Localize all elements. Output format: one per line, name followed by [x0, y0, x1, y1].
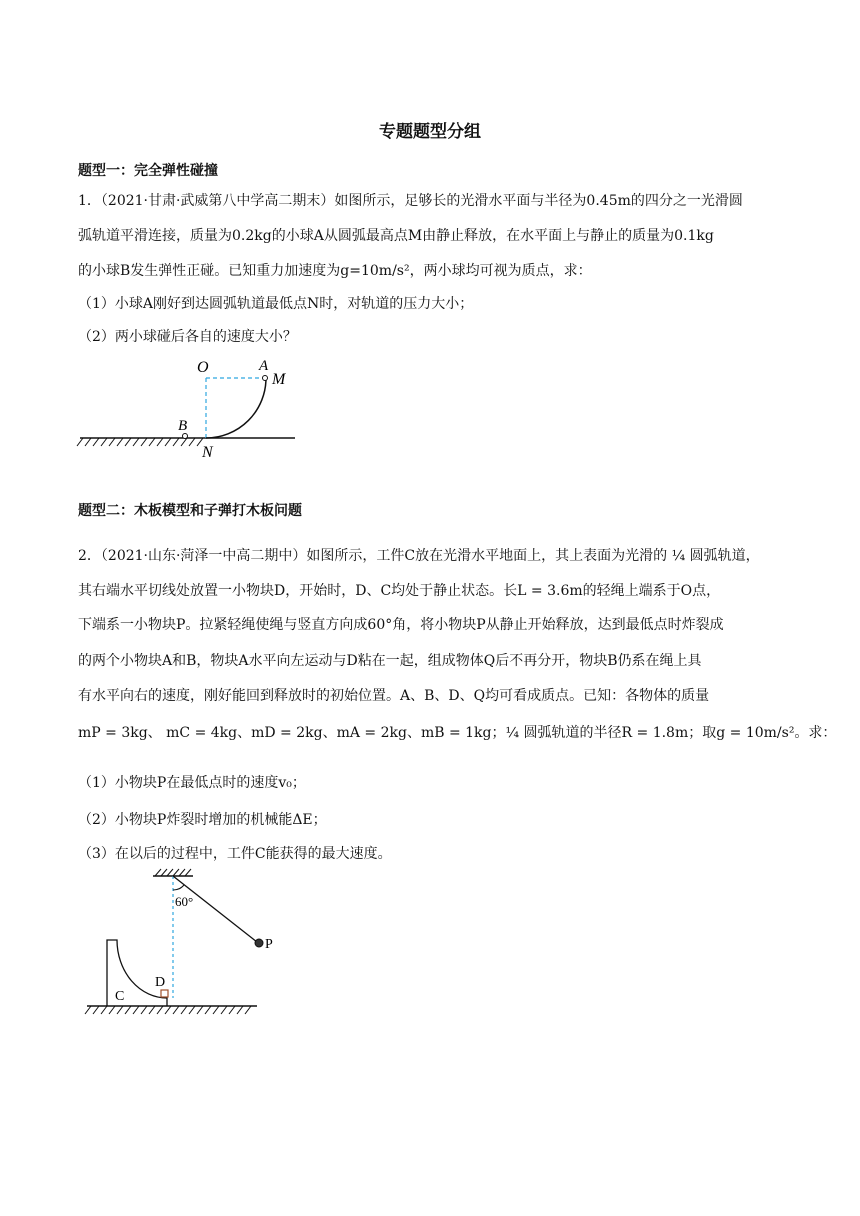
section-heading-1: 题型一：完全弹性碰撞 [78, 163, 218, 179]
problem1-question-1: （1）小球A刚好到达圆弧轨道最低点N时，对轨道的压力大小； [78, 296, 474, 312]
problem1-question-2: （2）两小球碰后各自的速度大小？ [78, 329, 297, 345]
ball-b-icon [183, 434, 188, 439]
label-a: A [259, 358, 269, 374]
problem2-question-1: （1）小物块P在最低点时的速度v₀； [78, 775, 306, 791]
label-n: N [202, 444, 213, 461]
label-d: D [155, 975, 166, 990]
label-p: P [265, 937, 273, 952]
label-b: B [178, 418, 188, 434]
block-d-icon [161, 990, 168, 997]
figure-arc-track [75, 350, 315, 465]
problem1-line-2: 弧轨道平滑连接，质量为0.2kg的小球A从圆弧最高点M由静止释放，在水平面上与静止的质量为0.1kg [78, 228, 714, 244]
ball-p-icon [255, 939, 263, 947]
problem2-line-1: 2．（2021·山东·菏泽一中高二期中）如图所示，工件C放在光滑水平地面上，其上表面为光滑的 ¼ 圆弧轨道， [78, 548, 760, 564]
problem2-line-3: 下端系一小物块P。拉紧轻绳使绳与竖直方向成60°角，将小物块P从静止开始释放，达到最低点时炸裂成 [78, 617, 724, 633]
problem2-line-5: 有水平向右的速度，刚好能回到释放时的初始位置。A、B、D、Q均可看成质点。已知：各物体的质量 [78, 688, 710, 704]
angle-label: 60° [175, 894, 194, 909]
section-heading-2: 题型二：木板模型和子弹打木板问题 [78, 503, 302, 519]
figure-pendulum-workpiece [85, 868, 285, 1028]
problem1-line-1: 1．（2021·甘肃·武威第八中学高二期末）如图所示，足够长的光滑水平面与半径为0.45m的四分之一光滑圆 [78, 193, 743, 209]
problem1-line-3: 的小球B发生弹性正碰。已知重力加速度为g=10m/s²，两小球均可视为质点，求： [78, 263, 592, 279]
label-m: M [272, 371, 286, 388]
ball-a-icon [263, 376, 268, 381]
problem2-question-2: （2）小物块P炸裂时增加的机械能ΔE； [78, 812, 327, 828]
label-o: O [197, 359, 209, 376]
problem2-line-2: 其右端水平切线处放置一小物块D，开始时，D、C均处于静止状态。长L = 3.6m的轻绳上端系于O点， [78, 583, 721, 599]
page-title: 专题题型分组 [379, 122, 481, 142]
label-c: C [115, 989, 125, 1004]
problem2-question-3: （3）在以后的过程中，工件C能获得的最大速度。 [78, 846, 392, 862]
problem2-line-6: mP = 3kg、 mC = 4kg、mD = 2kg、mA = 2kg、mB = 1kg；¼ 圆弧轨道的半径R = 1.8m；取g = 10m/s²。求： [78, 725, 837, 741]
problem2-line-4: 的两个小物块A和B，物块A水平向左运动与D粘在一起，组成物体Q后不再分开，物块B仍系在绳上具 [78, 653, 702, 669]
